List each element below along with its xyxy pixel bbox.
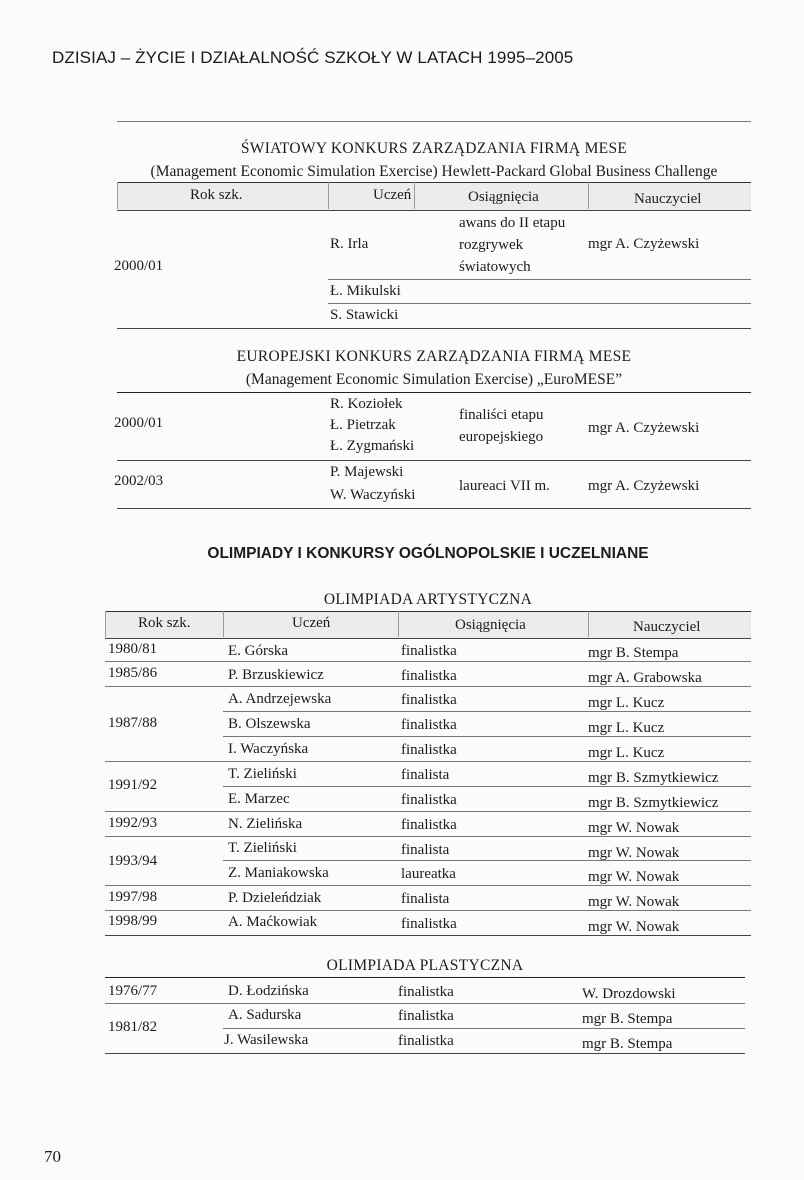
student-name: D. Łodzińska: [228, 983, 309, 999]
divider: [328, 279, 751, 280]
achievement: finalistka: [401, 792, 457, 808]
section-title: ŚWIATOWY KONKURS ZARZĄDZANIA FIRMĄ MESE: [240, 140, 628, 157]
row-year: 2000/01: [114, 258, 164, 274]
row-year: 1987/88: [108, 715, 158, 731]
teacher-name: mgr B. Stempa: [588, 645, 679, 661]
column-header-teacher: Nauczyciel: [633, 619, 701, 635]
teacher-name: mgr W. Nowak: [588, 869, 680, 885]
row-year: 1992/93: [108, 815, 158, 831]
divider: [223, 611, 224, 637]
achievement-line: światowych: [459, 259, 531, 275]
student-name: B. Olszewska: [228, 716, 311, 732]
divider: [117, 460, 751, 461]
student-name: Ł. Mikulski: [330, 283, 401, 299]
achievement-line: laureaci VII m.: [459, 478, 550, 494]
running-header: DZISIAJ – ŻYCIE I DZIAŁALNOŚĆ SZKOŁY W LATACH 1995–2005: [52, 48, 574, 67]
row-year: 1981/82: [108, 1019, 158, 1035]
student-name: J. Wasilewska: [224, 1032, 309, 1048]
student-name: P. Brzuskiewicz: [228, 667, 324, 683]
achievement: laureatka: [401, 866, 456, 882]
teacher-name: mgr B. Szmytkiewicz: [588, 795, 719, 811]
achievement: finalista: [401, 891, 450, 907]
section-subtitle: (Management Economic Simulation Exercise) Hewlett-Packard Global Business Challenge: [150, 163, 718, 180]
achievement-line: awans do II etapu: [459, 215, 566, 231]
achievement: finalista: [401, 842, 450, 858]
divider: [223, 736, 751, 737]
achievement: finalista: [401, 767, 450, 783]
divider: [328, 182, 329, 209]
teacher-name: W. Drozdowski: [582, 986, 676, 1002]
student-name: S. Stawicki: [330, 307, 399, 323]
row-year: 1980/81: [108, 641, 158, 657]
row-year: 1976/77: [108, 983, 158, 999]
achievement: finalistka: [398, 984, 454, 1000]
student-name: Ł. Pietrzak: [330, 417, 396, 433]
student-name: T. Zieliński: [228, 840, 297, 856]
student-name: R. Irla: [330, 236, 369, 252]
achievement: finalistka: [401, 668, 457, 684]
column-header-student: Uczeń: [373, 187, 412, 203]
divider: [414, 182, 415, 209]
achievement-line: europejskiego: [459, 429, 544, 445]
teacher-name: mgr A. Czyżewski: [588, 420, 700, 436]
student-name: Ł. Zygmański: [330, 438, 415, 454]
column-header-achievement: Osiągnięcia: [468, 189, 539, 205]
teacher-name: mgr L. Kucz: [588, 720, 665, 736]
student-name: I. Waczyńska: [228, 741, 309, 757]
divider: [105, 977, 745, 978]
row-year: 1998/99: [108, 913, 158, 929]
divider: [223, 711, 751, 712]
teacher-name: mgr A. Grabowska: [588, 670, 702, 686]
achievement-line: rozgrywek: [459, 237, 524, 253]
divider: [117, 392, 751, 393]
teacher-name: mgr B. Stempa: [582, 1011, 673, 1027]
student-name: R. Koziołek: [330, 396, 403, 412]
divider: [588, 182, 589, 209]
student-name: P. Dzieleńdziak: [228, 890, 322, 906]
column-header-year: Rok szk.: [138, 615, 191, 631]
achievement: finalistka: [401, 692, 457, 708]
student-name: N. Zielińska: [228, 816, 303, 832]
achievement-line: finaliści etapu: [459, 407, 544, 423]
olympiads-heading: OLIMPIADY I KONKURSY OGÓLNOPOLSKIE I UCZELNIANE: [207, 545, 649, 562]
divider: [398, 611, 399, 637]
row-year: 2002/03: [114, 473, 164, 489]
column-header-student: Uczeń: [292, 615, 331, 631]
divider: [588, 611, 589, 637]
divider: [117, 182, 118, 209]
student-name: W. Waczyński: [330, 487, 416, 503]
divider: [223, 1028, 745, 1029]
divider: [117, 508, 751, 509]
row-year: 1997/98: [108, 889, 158, 905]
divider: [105, 1053, 745, 1054]
section-title: OLIMPIADA ARTYSTYCZNA: [323, 591, 533, 608]
student-name: A. Maćkowiak: [228, 914, 318, 930]
student-name: T. Zieliński: [228, 766, 297, 782]
section-title: OLIMPIADA PLASTYCZNA: [326, 957, 524, 974]
divider: [105, 1003, 745, 1004]
student-name: P. Majewski: [330, 464, 404, 480]
row-year: 2000/01: [114, 415, 164, 431]
column-header-teacher: Nauczyciel: [634, 191, 702, 207]
teacher-name: mgr W. Nowak: [588, 845, 680, 861]
teacher-name: mgr L. Kucz: [588, 695, 665, 711]
column-header-achievement: Osiągnięcia: [455, 617, 526, 633]
divider: [117, 121, 751, 122]
teacher-name: mgr A. Czyżewski: [588, 236, 700, 252]
row-year: 1991/92: [108, 777, 158, 793]
achievement: finalistka: [401, 717, 457, 733]
teacher-name: mgr W. Nowak: [588, 820, 680, 836]
student-name: E. Górska: [228, 643, 288, 659]
teacher-name: mgr L. Kucz: [588, 745, 665, 761]
student-name: A. Sadurska: [228, 1007, 302, 1023]
divider: [105, 611, 106, 637]
achievement: finalistka: [398, 1008, 454, 1024]
achievement: finalistka: [401, 817, 457, 833]
teacher-name: mgr W. Nowak: [588, 894, 680, 910]
achievement: finalistka: [398, 1033, 454, 1049]
divider: [328, 303, 751, 304]
student-name: A. Andrzejewska: [228, 691, 332, 707]
row-year: 1985/86: [108, 665, 158, 681]
teacher-name: mgr W. Nowak: [588, 919, 680, 935]
row-year: 1993/94: [108, 853, 158, 869]
student-name: Z. Maniakowska: [228, 865, 329, 881]
achievement: finalistka: [401, 742, 457, 758]
page-number: 70: [44, 1147, 61, 1166]
teacher-name: mgr B. Szmytkiewicz: [588, 770, 719, 786]
divider: [117, 328, 751, 329]
teacher-name: mgr A. Czyżewski: [588, 478, 700, 494]
column-header-year: Rok szk.: [190, 187, 243, 203]
teacher-name: mgr B. Stempa: [582, 1036, 673, 1052]
section-subtitle: (Management Economic Simulation Exercise) „EuroMESE”: [245, 371, 623, 388]
student-name: E. Marzec: [228, 791, 290, 807]
achievement: finalistka: [401, 643, 457, 659]
section-title: EUROPEJSKI KONKURS ZARZĄDZANIA FIRMĄ MESE: [236, 348, 632, 365]
achievement: finalistka: [401, 916, 457, 932]
